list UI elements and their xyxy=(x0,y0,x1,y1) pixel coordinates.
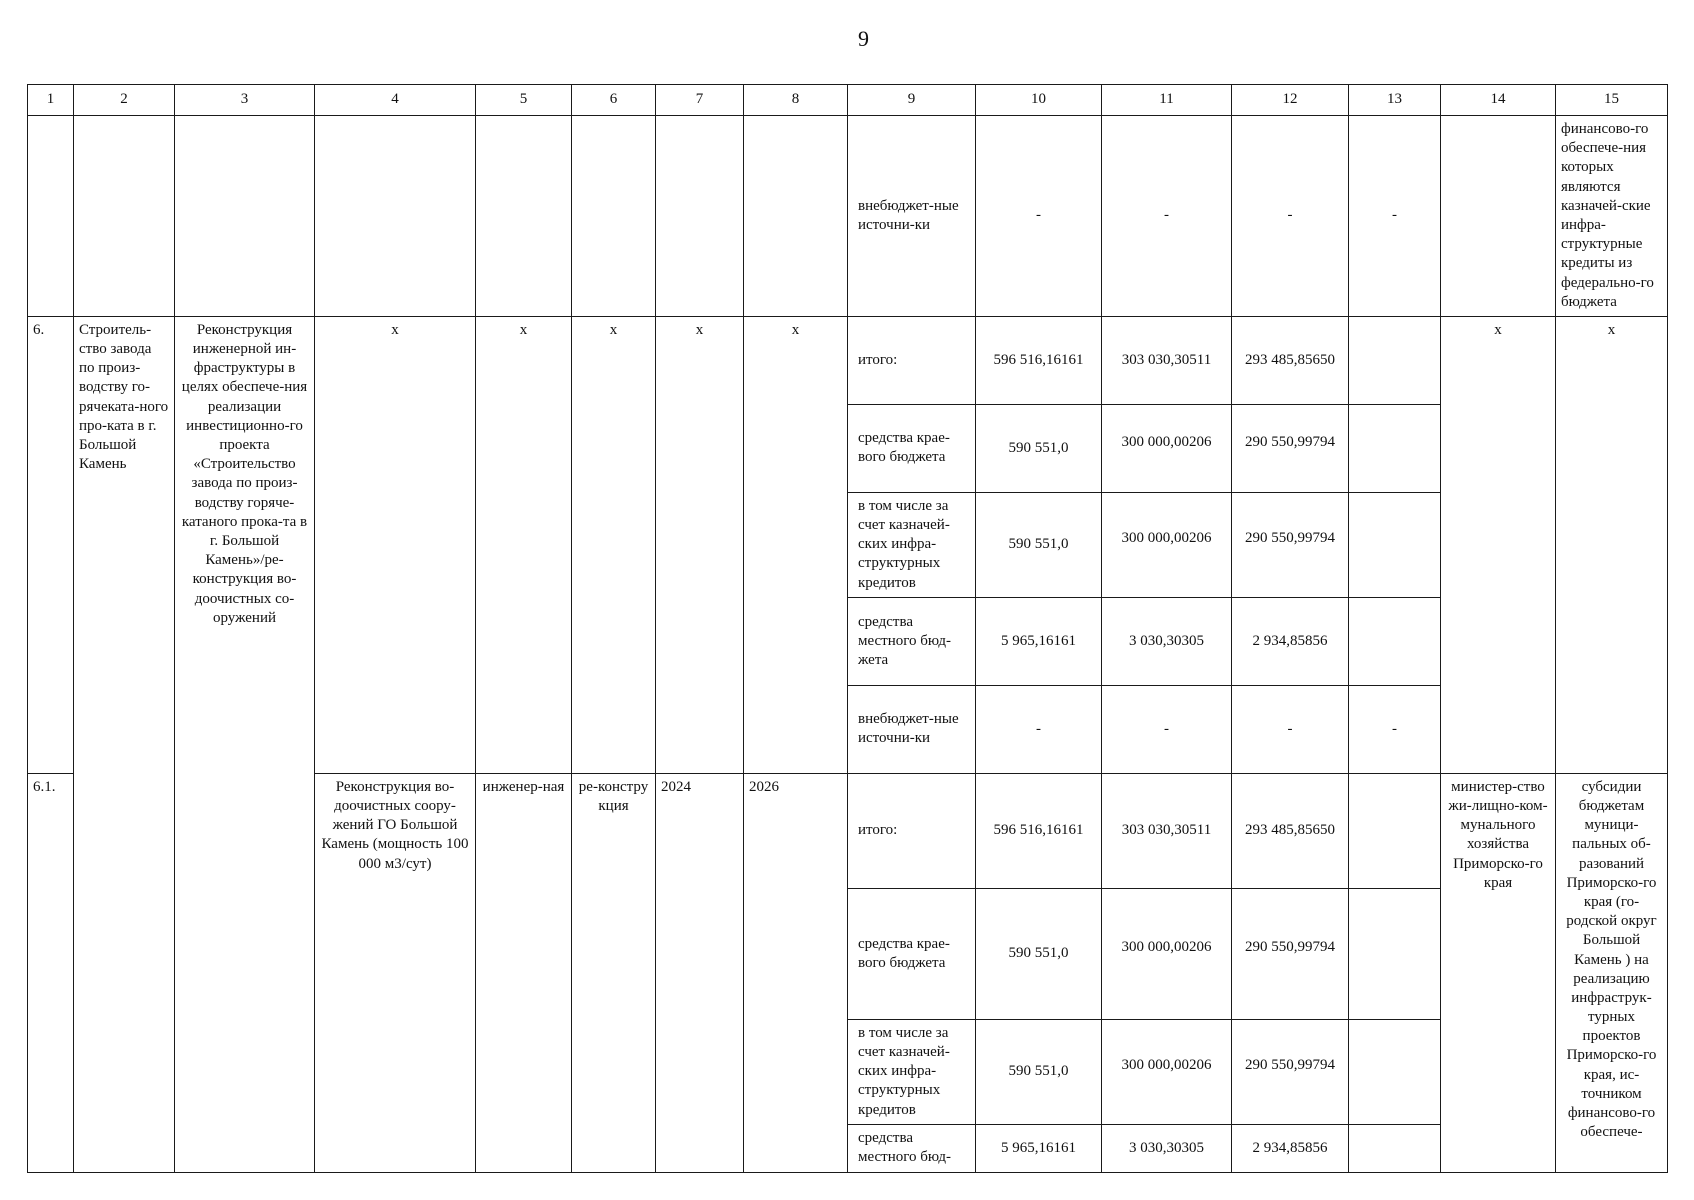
cell-empty xyxy=(175,116,315,317)
value-col-13: - xyxy=(1349,116,1441,317)
item61-object: Реконструкция во-доочистных соору-жений ГО Большой Камень (мощность 100 000 м3/сут) xyxy=(315,773,476,1172)
value-col-13: - xyxy=(1349,685,1441,773)
header-col-10: 10 xyxy=(976,85,1102,116)
item6-col15-x: x xyxy=(1556,316,1668,773)
item61-number: 6.1. xyxy=(28,773,74,1172)
value-col-13 xyxy=(1349,404,1441,492)
value-col-13 xyxy=(1349,1019,1441,1124)
value-col-11: - xyxy=(1102,685,1232,773)
value-col-12: 290 550,99794 xyxy=(1232,492,1349,597)
value-col-12: 290 550,99794 xyxy=(1232,404,1349,492)
header-col-1: 1 xyxy=(28,85,74,116)
value-col-11: 3 030,30305 xyxy=(1102,597,1232,685)
value-col-11: 300 000,00206 xyxy=(1102,492,1232,597)
cell-empty xyxy=(74,116,175,317)
header-col-6: 6 xyxy=(572,85,656,116)
funding-source-label: средства местного бюд-жета xyxy=(848,597,976,685)
cell-empty xyxy=(744,116,848,317)
item61-responsible: министер-ство жи-лищно-ком-мунального хозяйства Приморско-го края xyxy=(1441,773,1556,1172)
header-col-5: 5 xyxy=(476,85,572,116)
investment-table-container xyxy=(27,84,1668,1173)
item61-type: инженер-ная xyxy=(476,773,572,1172)
value-col-13 xyxy=(1349,492,1441,597)
item6-col4-x: x xyxy=(315,316,476,773)
value-col-10: - xyxy=(976,116,1102,317)
value-col-11: 303 030,30511 xyxy=(1102,773,1232,888)
header-col-7: 7 xyxy=(656,85,744,116)
value-col-11: 303 030,30511 xyxy=(1102,316,1232,404)
value-col-12: 2 934,85856 xyxy=(1232,1124,1349,1172)
funding-source-label: итого: xyxy=(848,316,976,404)
table-row-continuation xyxy=(28,116,1668,317)
value-col-11: - xyxy=(1102,116,1232,317)
funding-source-label: итого: xyxy=(848,773,976,888)
value-col-10: 5 965,16161 xyxy=(976,597,1102,685)
value-col-11: 3 030,30305 xyxy=(1102,1124,1232,1172)
item6-col14-x: x xyxy=(1441,316,1556,773)
funding-source-label: внебюджет-ные источни-ки xyxy=(848,685,976,773)
header-col-2: 2 xyxy=(74,85,175,116)
cell-empty xyxy=(476,116,572,317)
funding-source-label: в том числе за счет казначей-ских инфра-структурных кредитов xyxy=(848,492,976,597)
header-col-14: 14 xyxy=(1441,85,1556,116)
value-col-12: - xyxy=(1232,116,1349,317)
item6-col7-x: x xyxy=(656,316,744,773)
value-col-13 xyxy=(1349,316,1441,404)
funding-source-label: средства крае-вого бюджета xyxy=(848,888,976,1019)
funding-source-label: внебюджет-ные источни-ки xyxy=(848,116,976,317)
funding-source-label: средства местного бюд- xyxy=(848,1124,976,1172)
header-col-4: 4 xyxy=(315,85,476,116)
value-col-10: 590 551,0 xyxy=(976,492,1102,597)
header-col-11: 11 xyxy=(1102,85,1232,116)
item61-start-year: 2024 xyxy=(656,773,744,1172)
financing-note-continuation: финансово-го обеспече-ния которых являются казначей-ские инфра-структурные кредиты из федерально-го бюджета xyxy=(1556,116,1668,317)
header-col-8: 8 xyxy=(744,85,848,116)
value-col-11: 300 000,00206 xyxy=(1102,404,1232,492)
value-col-12: 293 485,85650 xyxy=(1232,773,1349,888)
investment-projects-table xyxy=(27,84,1668,1173)
value-col-10: - xyxy=(976,685,1102,773)
value-col-11: 300 000,00206 xyxy=(1102,1019,1232,1124)
header-col-13: 13 xyxy=(1349,85,1441,116)
value-col-13 xyxy=(1349,773,1441,888)
value-col-11: 300 000,00206 xyxy=(1102,888,1232,1019)
value-col-12: - xyxy=(1232,685,1349,773)
value-col-12: 290 550,99794 xyxy=(1232,1019,1349,1124)
table-row-item6-total xyxy=(28,316,1668,404)
cell-empty xyxy=(656,116,744,317)
item61-work: ре-констру кция xyxy=(572,773,656,1172)
header-col-12: 12 xyxy=(1232,85,1349,116)
cell-empty xyxy=(315,116,476,317)
column-number-header xyxy=(28,85,1668,116)
header-row xyxy=(28,85,1668,116)
value-col-12: 293 485,85650 xyxy=(1232,316,1349,404)
item6-col5-x: x xyxy=(476,316,572,773)
header-col-9: 9 xyxy=(848,85,976,116)
item6-col8-x: x xyxy=(744,316,848,773)
value-col-13 xyxy=(1349,888,1441,1019)
value-col-12: 290 550,99794 xyxy=(1232,888,1349,1019)
funding-source-label: средства крае-вого бюджета xyxy=(848,404,976,492)
cell-empty xyxy=(572,116,656,317)
item6-description: Реконструкция инженерной ин-фраструктуры в целях обеспече-ния реализации инвестиционно-го проекта «Строительство завода по произ-водству горяче-катаного прока-та в г. Большой Камень»/ре-конструкция во-доочистных со-оружений xyxy=(175,316,315,1172)
item61-end-year: 2026 xyxy=(744,773,848,1172)
value-col-10: 590 551,0 xyxy=(976,404,1102,492)
value-col-13 xyxy=(1349,597,1441,685)
funding-source-label: в том числе за счет казначей-ских инфра-структурных кредитов xyxy=(848,1019,976,1124)
value-col-13 xyxy=(1349,1124,1441,1172)
item6-col6-x: x xyxy=(572,316,656,773)
item6-name: Строитель-ство завода по произ-водству го-рячеката-ного про-ката в г. Большой Камень xyxy=(74,316,175,1172)
value-col-10: 590 551,0 xyxy=(976,1019,1102,1124)
value-col-10: 596 516,16161 xyxy=(976,316,1102,404)
value-col-12: 2 934,85856 xyxy=(1232,597,1349,685)
item61-financing: субсидии бюджетам муници-пальных об-разований Приморско-го края (го-родской округ Большой Камень ) на реализацию инфраструк-турных проектов Приморско-го края, ис-точником финансово-го обеспече- xyxy=(1556,773,1668,1172)
value-col-10: 5 965,16161 xyxy=(976,1124,1102,1172)
header-col-3: 3 xyxy=(175,85,315,116)
item6-number: 6. xyxy=(28,316,74,773)
cell-empty xyxy=(28,116,74,317)
header-col-15: 15 xyxy=(1556,85,1668,116)
page-number: 9 xyxy=(858,26,869,51)
value-col-10: 596 516,16161 xyxy=(976,773,1102,888)
cell-empty xyxy=(1441,116,1556,317)
value-col-10: 590 551,0 xyxy=(976,888,1102,1019)
